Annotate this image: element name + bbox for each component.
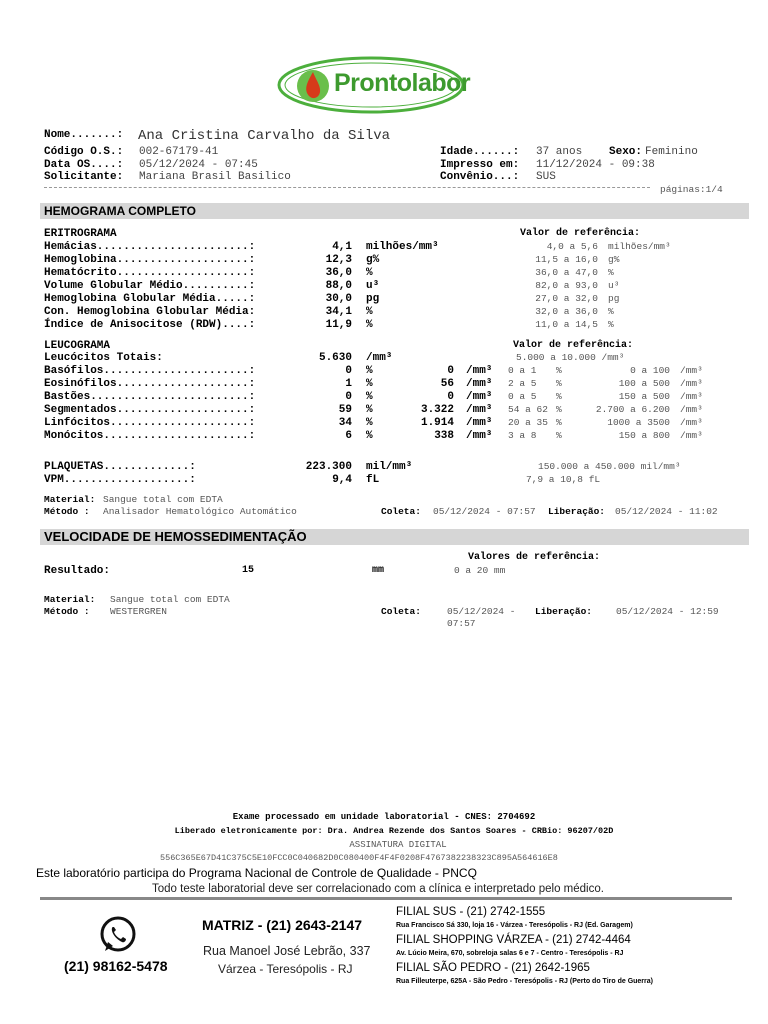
eritro-label: Hemácias.......................: [44, 241, 256, 253]
leuco-ref-pct: 2 a 5 [508, 378, 537, 389]
date-label: Data OS....: [44, 159, 124, 171]
leuco-total-unit: /mm³ [366, 352, 393, 364]
leuco-abs: 0 [447, 365, 454, 377]
released-by-line: Liberado eletronicamente por: Dra. Andrea Rezende dos Santos Soares - CRBio: 96207/02D [174, 826, 614, 836]
vhs-coleta-value: 05/12/2024 - [447, 606, 516, 617]
eritro-label: Volume Globular Médio..........: [44, 280, 256, 292]
leuco-label: Bastões........................: [44, 391, 256, 403]
eritro-value: 12,3 [325, 254, 352, 266]
eritrograma-title: ERITROGRAMA [44, 228, 117, 240]
eritro-ref: 36,0 a 47,0 [535, 267, 598, 278]
leuco-pct-unit: % [366, 391, 373, 403]
vhs-material-value: Sangue total com EDTA [110, 594, 230, 605]
leuco-ref-pct: 20 a 35 [508, 417, 548, 428]
leuco-ref-pct: 0 a 1 [508, 365, 537, 376]
method-label: Método : [44, 506, 90, 517]
logo [276, 56, 471, 114]
filial-sus: FILIAL SUS - (21) 2742-1555 [396, 906, 546, 918]
leuco-pct-unit: % [366, 378, 373, 390]
printed-value: 11/12/2024 - 09:38 [536, 159, 655, 171]
leuco-abs: 1.914 [420, 417, 454, 429]
sex-label: Sexo: [609, 146, 643, 158]
whatsapp-icon [98, 915, 138, 959]
leuco-pct: 0 [345, 391, 352, 403]
matriz-city: Várzea - Teresópolis - RJ [218, 962, 353, 976]
vhs-coleta-time: 07:57 [447, 618, 476, 629]
leuco-ref-pct: 3 a 8 [508, 430, 537, 441]
leuco-label: Basófilos......................: [44, 365, 256, 377]
age-value: 37 anos [536, 146, 583, 158]
eritro-label: Hematócrito....................: [44, 267, 256, 279]
vhs-method-value: WESTERGREN [110, 606, 168, 617]
leucograma-title: LEUCOGRAMA [44, 340, 111, 352]
leuco-total-ref: 5.000 a 10.000 /mm³ [516, 352, 625, 363]
filial-sus-address: Rua Francisco Sá 330, loja 16 - Várzea - Teresópolis - RJ (Ed. Garagem) [396, 922, 633, 929]
leuco-ref-abs: 100 a 500 [618, 378, 670, 389]
footer-divider [40, 897, 732, 900]
filial-sao-pedro: FILIAL SÃO PEDRO - (21) 2642-1965 [396, 962, 590, 974]
leuco-ref-abs: 1000 a 3500 [607, 417, 670, 428]
leucograma-ref-title: Valor de referência: [513, 340, 634, 351]
method-value: Analisador Hematológico Automático [103, 506, 297, 517]
coleta-value: 05/12/2024 - 07:57 [433, 506, 536, 517]
eritro-ref: 32,0 a 36,0 [535, 306, 598, 317]
plaquetas-value: 223.300 [305, 461, 352, 473]
eritro-unit: % [366, 319, 373, 331]
leuco-pct: 59 [338, 404, 352, 416]
leuco-pct-unit: % [366, 365, 373, 377]
leuco-abs: 56 [440, 378, 454, 390]
vpm-value: 9,4 [332, 474, 352, 486]
requester-label: Solicitante: [44, 171, 124, 183]
vhs-result-label: Resultado: [44, 565, 111, 577]
clinic-notice: Todo teste laboratorial deve ser correlacionado com a clínica e interpretado pelo médico. [152, 883, 604, 895]
leuco-abs: 3.322 [420, 404, 454, 416]
eritro-ref-unit: milhões/mm³ [608, 241, 671, 252]
leuco-ref-abs: 2.700 a 6.200 [595, 404, 670, 415]
sex-value: Feminino [645, 146, 698, 158]
os-label: Código O.S.: [44, 146, 124, 158]
requester-value: Mariana Brasil Basilico [139, 171, 291, 183]
leuco-ref-pct: 54 a 62 [508, 404, 548, 415]
eritro-ref-unit: pg [608, 293, 620, 304]
leuco-total-label: Leucócitos Totais: [44, 352, 163, 364]
plaquetas-label: PLAQUETAS.............: [44, 461, 196, 473]
header-divider [44, 187, 650, 188]
age-label: Idade......: [440, 146, 520, 158]
eritro-ref: 82,0 a 93,0 [535, 280, 598, 291]
date-value: 05/12/2024 - 07:45 [139, 159, 258, 171]
eritro-ref-unit: g% [608, 254, 620, 265]
leuco-ref-abs-unit: /mm³ [680, 404, 703, 415]
leuco-ref-abs-unit: /mm³ [680, 417, 703, 428]
digital-signature-label: ASSINATURA DIGITAL [349, 840, 447, 850]
filial-shopping-address: Av. Lúcio Meira, 670, sobreloja salas 6 e 7 - Centro - Teresópolis - RJ [396, 950, 624, 957]
eritro-unit: g% [366, 254, 380, 266]
vhs-liberacao-label: Liberação: [535, 606, 593, 617]
printed-label: Impresso em: [440, 159, 520, 171]
leuco-ref-pct-unit: % [556, 378, 562, 389]
matriz-address: Rua Manoel José Lebrão, 337 [203, 944, 371, 958]
vhs-title: VELOCIDADE DE HEMOSSEDIMENTAÇÃO [44, 529, 307, 544]
leuco-ref-abs: 150 a 800 [618, 430, 670, 441]
leuco-ref-abs-unit: /mm³ [680, 378, 703, 389]
leuco-ref-abs-unit: /mm³ [680, 365, 703, 376]
eritro-label: Hemoglobina....................: [44, 254, 256, 266]
leuco-ref-abs-unit: /mm³ [680, 391, 703, 402]
eritro-ref-unit: % [608, 319, 614, 330]
leuco-abs-unit: /mm³ [466, 378, 493, 390]
eritro-ref-unit: % [608, 306, 614, 317]
leuco-abs: 0 [447, 391, 454, 403]
material-label: Material: [44, 494, 96, 505]
leuco-ref-pct-unit: % [556, 404, 562, 415]
leuco-pct-unit: % [366, 417, 373, 429]
leuco-pct: 0 [345, 365, 352, 377]
eritro-label: Con. Hemoglobina Globular Média: [44, 306, 256, 318]
vhs-method-label: Método : [44, 606, 90, 617]
leuco-pct: 1 [345, 378, 352, 390]
leuco-abs-unit: /mm³ [466, 365, 493, 377]
leuco-label: Linfócitos.....................: [44, 417, 256, 429]
material-value: Sangue total com EDTA [103, 494, 223, 505]
eritro-ref: 11,5 a 16,0 [535, 254, 598, 265]
eritro-unit: u³ [366, 280, 380, 292]
leuco-ref-abs: 150 a 500 [618, 391, 670, 402]
agreement-value: SUS [536, 171, 556, 183]
matriz-phone: MATRIZ - (21) 2643-2147 [202, 917, 363, 933]
os-value: 002-67179-41 [139, 146, 219, 158]
eritro-unit: % [366, 306, 373, 318]
hemograma-title: HEMOGRAMA COMPLETO [44, 204, 196, 218]
leuco-abs-unit: /mm³ [466, 430, 493, 442]
eritro-ref-unit: % [608, 267, 614, 278]
eritro-ref: 4,0 a 5,6 [546, 241, 598, 252]
leuco-total-value: 5.630 [318, 352, 352, 364]
leuco-pct: 6 [345, 430, 352, 442]
eritro-unit: % [366, 267, 373, 279]
vhs-ref: 0 a 20 mm [454, 565, 506, 576]
eritro-value: 36,0 [325, 267, 352, 279]
leuco-abs-unit: /mm³ [466, 404, 493, 416]
vhs-ref-title: Valores de referência: [468, 552, 601, 563]
eritro-ref: 27,0 a 32,0 [535, 293, 598, 304]
eritro-value: 11,9 [325, 319, 352, 331]
digital-signature-hash: 556C365E67D41C375C5E10FCC0C040682D0C080400F4F4F0208F4767382238323C895A564616E8 [160, 853, 558, 863]
eritro-unit: pg [366, 293, 380, 305]
plaquetas-ref: 150.000 a 450.000 mil/mm³ [538, 461, 681, 472]
eritro-unit: milhões/mm³ [366, 241, 439, 253]
leuco-ref-abs: 0 a 100 [630, 365, 670, 376]
leuco-label: Segmentados....................: [44, 404, 256, 416]
leuco-ref-pct-unit: % [556, 365, 562, 376]
vhs-material-label: Material: [44, 594, 96, 605]
leuco-abs: 338 [434, 430, 454, 442]
leuco-label: Eosinófilos....................: [44, 378, 256, 390]
pncq-notice: Este laboratório participa do Programa Nacional de Controle de Qualidade - PNCQ [36, 866, 477, 880]
liberacao-value: 05/12/2024 - 11:02 [615, 506, 718, 517]
leuco-pct-unit: % [366, 404, 373, 416]
leuco-ref-pct-unit: % [556, 417, 562, 428]
eritro-value: 30,0 [325, 293, 352, 305]
eritro-ref-unit: u³ [608, 280, 620, 291]
eritro-value: 4,1 [332, 241, 352, 253]
eritro-value: 34,1 [325, 306, 352, 318]
vpm-ref: 7,9 a 10,8 fL [526, 474, 601, 485]
coleta-label: Coleta: [381, 506, 421, 517]
vhs-result-unit: mm [372, 565, 385, 576]
logo-text: Prontolabor [334, 69, 471, 97]
vpm-label: VPM...................: [44, 474, 196, 486]
vpm-unit: fL [366, 474, 380, 486]
leuco-ref-pct-unit: % [556, 391, 562, 402]
pages-indicator: páginas:1/4 [660, 184, 723, 195]
leuco-ref-pct-unit: % [556, 430, 562, 441]
leuco-abs-unit: /mm³ [466, 391, 493, 403]
vhs-result-value: 15 [242, 565, 255, 576]
leuco-ref-pct: 0 a 5 [508, 391, 537, 402]
leuco-ref-abs-unit: /mm³ [680, 430, 703, 441]
liberacao-label: Liberação: [548, 506, 606, 517]
eritro-label: Hemoglobina Globular Média.....: [44, 293, 256, 305]
vhs-coleta-label: Coleta: [381, 606, 421, 617]
cnes-line: Exame processado em unidade laboratorial - CNES: 2704692 [232, 812, 536, 822]
leuco-label: Monócitos......................: [44, 430, 256, 442]
vhs-liberacao-value: 05/12/2024 - 12:59 [616, 606, 719, 617]
patient-name: Ana Cristina Carvalho da Silva [138, 128, 391, 144]
eritro-ref: 11,0 a 14,5 [535, 319, 598, 330]
filial-sao-pedro-address: Rua Filleuterpe, 625A - São Pedro - Teresópolis - RJ (Perto do Tiro de Guerra) [396, 978, 653, 985]
plaquetas-unit: mil/mm³ [366, 461, 413, 473]
eritrograma-ref-title: Valor de referência: [520, 228, 641, 239]
leuco-pct: 34 [338, 417, 352, 429]
filial-shopping: FILIAL SHOPPING VÁRZEA - (21) 2742-4464 [396, 934, 631, 946]
leuco-abs-unit: /mm³ [466, 417, 493, 429]
name-label: Nome.......: [44, 129, 124, 141]
eritro-value: 88,0 [325, 280, 352, 292]
eritro-label: Índice de Anisocitose (RDW)....: [44, 319, 256, 331]
leuco-pct-unit: % [366, 430, 373, 442]
agreement-label: Convênio...: [440, 171, 520, 183]
whatsapp-number: (21) 98162-5478 [64, 958, 168, 974]
